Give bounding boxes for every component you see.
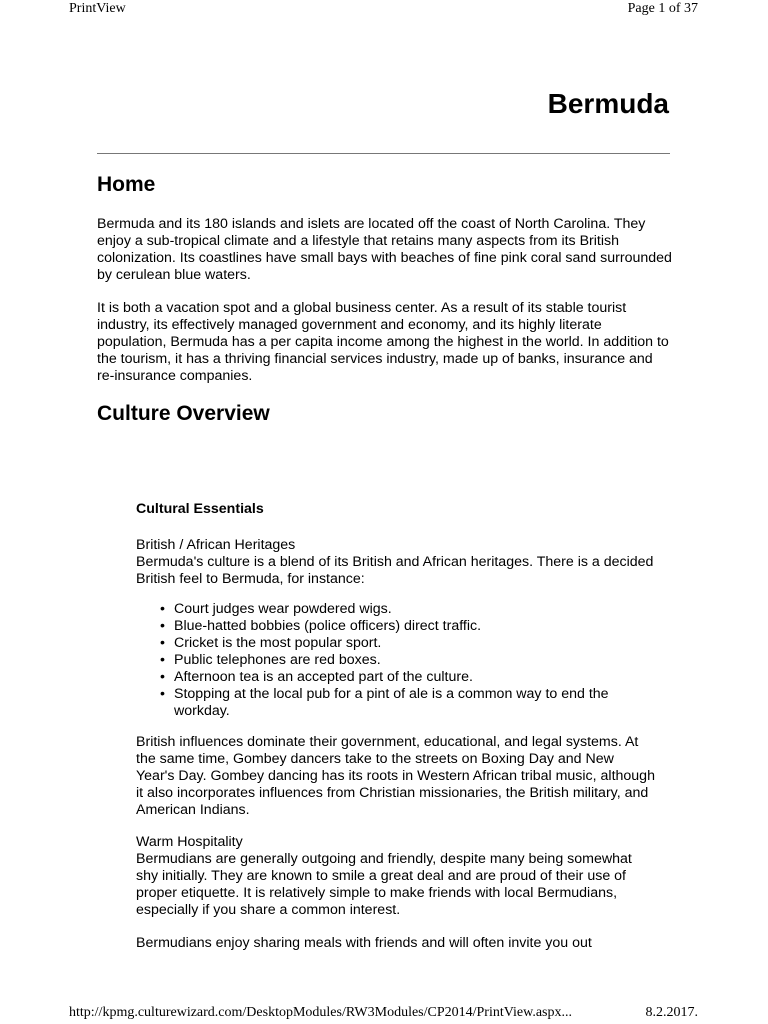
list-item: • Stopping at the local pub for a pint of ale is a common way to end the workday. bbox=[158, 686, 658, 720]
home-paragraph-1: Bermuda and its 180 islands and islets are located off the coast of North Carolina. They enjoy a sub-tropical climate and a lifestyle that retains many aspects from its British colonization. Its coastlines have small bays with beaches of fine pink coral sand surrounded by cerulean blue waters. bbox=[97, 216, 672, 283]
list-item: • Blue-hatted bobbies (police officers) direct traffic. bbox=[158, 618, 658, 635]
british-traits-list bbox=[158, 601, 658, 720]
list-item: • Cricket is the most popular sport. bbox=[158, 635, 658, 652]
title-divider bbox=[97, 153, 670, 154]
footer-date: 8.2.2017. bbox=[645, 1005, 698, 1020]
document-title: Bermuda bbox=[547, 88, 669, 119]
list-item: • Afternoon tea is an accepted part of the culture. bbox=[158, 669, 658, 686]
section-heading-culture-overview: Culture Overview bbox=[97, 402, 270, 425]
list-item: • Court judges wear powdered wigs. bbox=[158, 601, 658, 618]
list-item: • Public telephones are red boxes. bbox=[158, 652, 658, 669]
footer-url: http://kpmg.culturewizard.com/DesktopModules/RW3Modules/CP2014/PrintView.aspx... bbox=[69, 1005, 572, 1020]
home-paragraph-2: It is both a vacation spot and a global business center. As a result of its stable tourist industry, its effectively managed government and economy, and its highly literate population, Bermuda has a per capita income among the highest in the world. In addition to the tourism, it has a thriving financial services industry, made up of banks, insurance and re-insurance companies. bbox=[97, 300, 669, 384]
heritage-title: British / African Heritages bbox=[136, 537, 296, 553]
page-indicator: Page 1 of 37 bbox=[627, 1, 698, 16]
hospitality-paragraph: Bermudians are generally outgoing and friendly, despite many being somewhat shy initially. They are known to smile a great deal and are proud of their use of proper etiquette. It is relatively simple to make friends with local Bermudians, especially if you share a common interest. bbox=[136, 851, 632, 918]
print-view-label: PrintView bbox=[69, 1, 126, 16]
meals-paragraph: Bermudians enjoy sharing meals with friends and will often invite you out bbox=[136, 935, 592, 951]
hospitality-title: Warm Hospitality bbox=[136, 834, 243, 850]
influences-paragraph: British influences dominate their government, educational, and legal systems. At the same time, Gombey dancers take to the streets on Boxing Day and New Year's Day. Gombey dancing has its roots in Western African tribal music, although it also incorporates influences from Christian missionaries, the British military, and American Indians. bbox=[136, 734, 655, 818]
section-heading-home: Home bbox=[97, 173, 156, 196]
heritage-paragraph: Bermuda's culture is a blend of its British and African heritages. There is a decided British feel to Bermuda, for instance: bbox=[136, 554, 654, 587]
subheading-cultural-essentials: Cultural Essentials bbox=[136, 501, 264, 517]
